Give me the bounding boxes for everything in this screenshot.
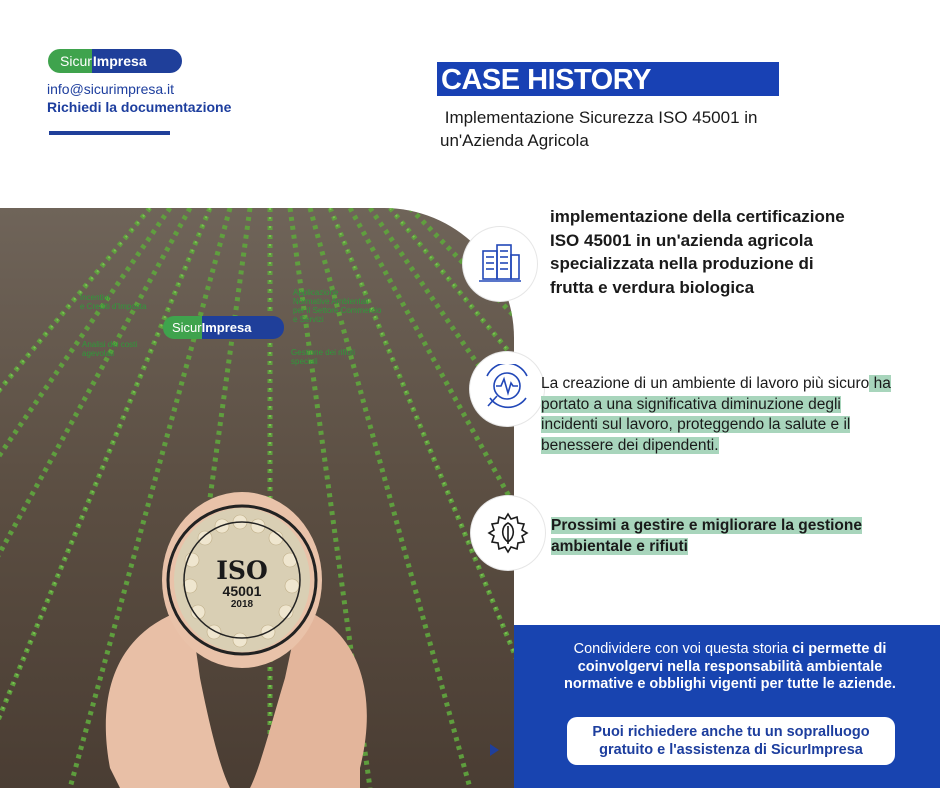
overlay-label-regulations: Applicazione Normative Ambientali per il Settore Commercio e Servizi	[293, 288, 382, 324]
sicurimpresa-logo-overlay: Sicur Impresa	[163, 316, 284, 339]
gear-leaf-icon	[471, 496, 545, 570]
overlay-label-costs: Analisi dei costi agevolati	[82, 340, 138, 358]
section-safety-text: La creazione di un ambiente di lavoro più sicuro ha portato a una significativa diminuzione degli incidenti sul lavoro, proteggendo la salute e il benessere dei dipendenti.	[541, 375, 891, 454]
section-certification-text: implementazione della certificazione ISO 45001 in un'azienda agricola specializzata nella produzione di frutta e verdura biologica	[550, 207, 845, 297]
iso-badge: ISO 45001 2018	[216, 556, 268, 610]
section-environment-text: Prossimi a gestire e migliorare la gestione ambientale e rifiuti	[551, 517, 862, 555]
divider	[49, 131, 170, 135]
request-visit-button[interactable]: Puoi richiedere anche tu un sopralluogo gratuito e l'assistenza di SicurImpresa	[567, 717, 895, 765]
field-image	[0, 208, 514, 788]
overlay-label-incentives: Incentivi e Crediti d'Imposta	[80, 293, 147, 311]
overlay-label-waste: Gestione dei rifiuti speciali	[291, 348, 356, 366]
page-subtitle: Implementazione Sicurezza ISO 45001 in un'Azienda Agricola	[440, 108, 758, 150]
building-icon	[463, 227, 537, 301]
panel-text: Condividere con voi questa storia ci permette di coinvolgervi nella responsabilità ambientale normative e obblighi vigenti per tutte le aziende.	[564, 641, 896, 692]
play-arrow-icon	[490, 744, 499, 756]
page-title: CASE HISTORY	[437, 62, 779, 96]
analytics-icon	[470, 352, 544, 426]
request-docs-link[interactable]: Richiedi la documentazione	[47, 99, 232, 115]
email-link[interactable]: info@sicurimpresa.it	[47, 81, 175, 97]
sicurimpresa-logo: Sicur Impresa	[48, 49, 182, 73]
field-illustration	[0, 208, 514, 788]
